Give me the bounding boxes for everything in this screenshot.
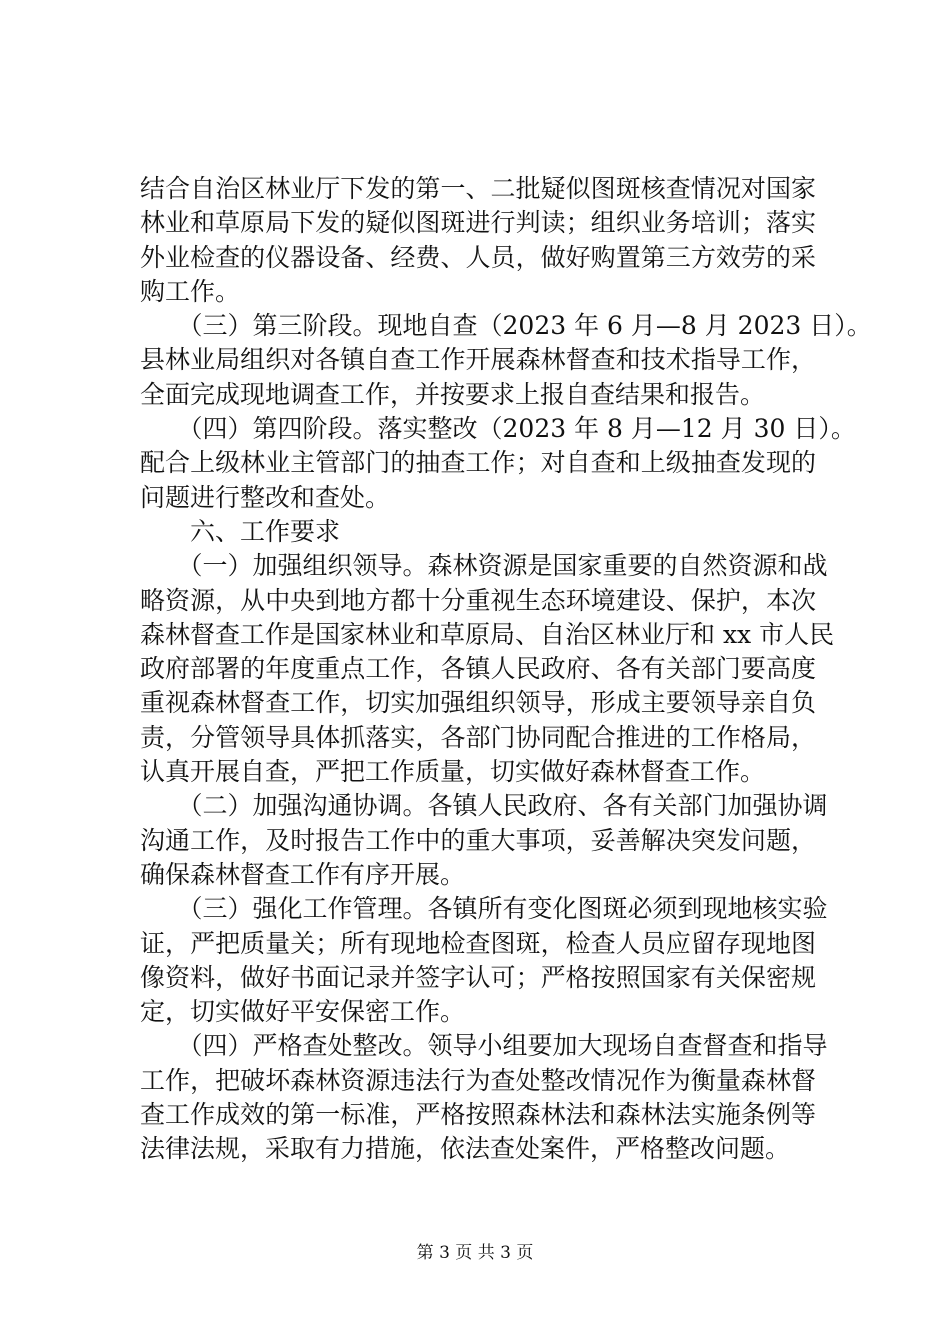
text-line: 沟通工作，及时报告工作中的重大事项，妥善解决突发问题， xyxy=(140,825,816,855)
text-line: 确保森林督查工作有序开展。 xyxy=(140,859,466,889)
text-line: 结合自治区林业厅下发的第一、二批疑似图斑核查情况对国家 xyxy=(140,174,816,203)
text-line: 略资源，从中央到地方都十分重视生态环境建设、保护，本次 xyxy=(140,585,816,615)
text-line: 森林督查工作是国家林业和草原局、自治区林业厅和 xx 市人民 xyxy=(140,619,835,649)
text-line: 认真开展自查，严把工作质量，切实做好森林督查工作。 xyxy=(140,757,766,787)
text-line: 工作，把破坏森林资源违法行为查处整改情况作为衡量森林督 xyxy=(140,1065,816,1095)
text-line: 购工作。 xyxy=(140,276,241,306)
text-line: （四）严格查处整改。领导小组要加大现场自查督查和指导 xyxy=(140,1031,828,1061)
text-line: 全面完成现地调查工作，并按要求上报自查结果和报告。 xyxy=(140,379,766,409)
text-line: 证，严把质量关；所有现地检查图斑，检查人员应留存现地图 xyxy=(140,928,816,958)
text-line: （二）加强沟通协调。各镇人民政府、各有关部门加强协调 xyxy=(140,791,828,821)
text-line: （三）强化工作管理。各镇所有变化图斑必须到现地核实验 xyxy=(140,894,828,924)
text-line: （四）第四阶段。落实整改（2023 年 8 月—12 月 30 日）。 xyxy=(140,414,856,444)
text-line: 县林业局组织对各镇自查工作开展森林督查和技术指导工作， xyxy=(140,345,816,375)
text-line: 外业检查的仪器设备、经费、人员，做好购置第三方效劳的采 xyxy=(140,242,816,272)
page-footer: 第 3 页 共 3 页 xyxy=(416,1243,534,1263)
text-line: （一）加强组织领导。森林资源是国家重要的自然资源和战 xyxy=(140,551,828,581)
text-line: 责，分管领导具体抓落实，各部门协同配合推进的工作格局， xyxy=(140,722,816,752)
text-line: 定，切实做好平安保密工作。 xyxy=(140,997,466,1027)
text-line: 林业和草原局下发的疑似图斑进行判读；组织业务培训；落实 xyxy=(140,208,816,238)
text-line: 配合上级林业主管部门的抽查工作；对自查和上级抽查发现的 xyxy=(140,448,816,478)
text-line: 政府部署的年度重点工作，各镇人民政府、各有关部门要高度 xyxy=(140,654,816,684)
text-line: 像资料，做好书面记录并签字认可；严格按照国家有关保密规 xyxy=(140,962,816,992)
text-line: 重视森林督查工作，切实加强组织领导，形成主要领导亲自负 xyxy=(140,688,816,718)
text-line: 问题进行整改和查处。 xyxy=(140,482,391,512)
document-body xyxy=(140,172,872,1167)
text-line: 查工作成效的第一标准，严格按照森林法和森林法实施条例等 xyxy=(140,1100,816,1130)
text-line: （三）第三阶段。现地自查（2023 年 6 月—8 月 2023 日）。 xyxy=(140,311,872,341)
text-line: 六、工作要求 xyxy=(140,516,341,546)
text-line: 法律法规，采取有力措施，依法查处案件，严格整改问题。 xyxy=(140,1134,791,1164)
